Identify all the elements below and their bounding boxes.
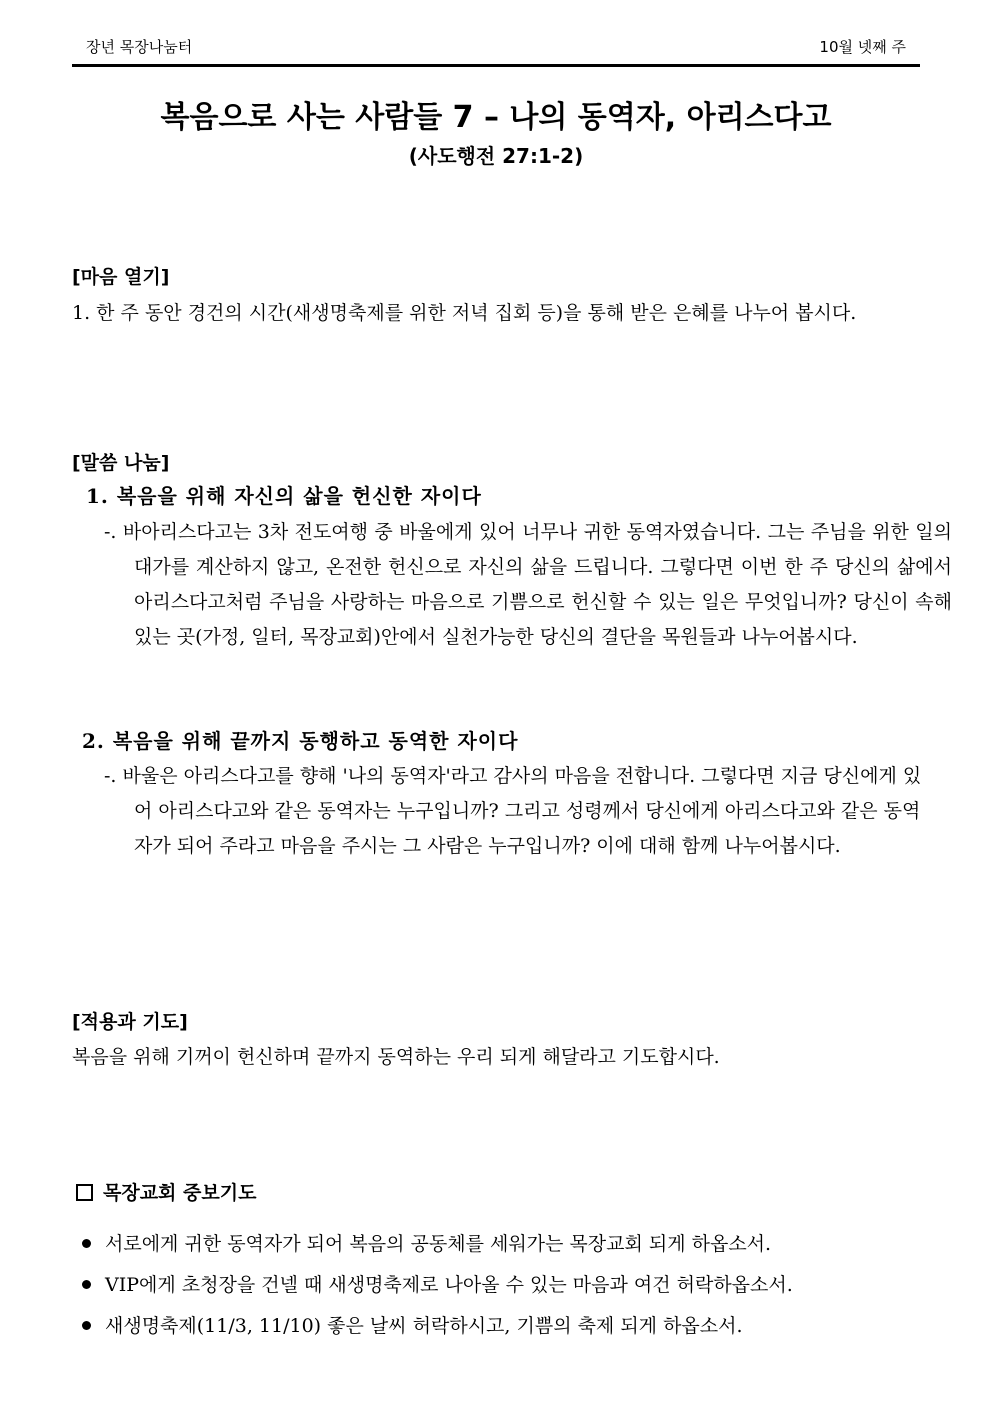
section-label-opening: [마음 열기] xyxy=(72,266,170,288)
prayer-section xyxy=(76,1178,256,1205)
header-divider xyxy=(72,64,920,67)
point-2-body: -. 바울은 아리스다고를 향해 '나의 동역자'라고 감사의 마음을 전합니다. 그렇다면 지금 당신에게 있어 아리스다고와 같은 동역자는 누구입니까? 그리고 성령께서 당신에게 아리스다고와 같은 동역자가 되어 주라고 마음을 주시는 그 사람은 누구입니까? 이에 대해 함께 나누어봅시다. xyxy=(104,765,922,857)
prayer-item-text: 서로에게 귀한 동역자가 되어 복음의 공동체를 세워가는 목장교회 되게 하옵소서. xyxy=(105,1233,772,1255)
section-label-word: [말씀 나눔] xyxy=(72,452,170,474)
page-title: 복음으로 사는 사람들 7 – 나의 동역자, 아리스다고 xyxy=(160,100,832,135)
bullet-icon xyxy=(82,1280,91,1289)
bullet-icon xyxy=(82,1239,91,1248)
point-1-heading: 1. 복음을 위해 자신의 삶을 헌신한 자이다 xyxy=(86,484,482,508)
point-1-body: -. 바아리스다고는 3차 전도여행 중 바울에게 있어 너무나 귀한 동역자였습니다. 그는 주님을 위한 일의 대가를 계산하지 않고, 온전한 헌신으로 자신의 삶을 드립니다. 그렇다면 이번 한 주 당신의 삶에서 아리스다고처럼 주님을 사랑하는 마음으로 기쁨으로 헌신할 수 있는 일은 무엇입니까? 당신이 속해 있는 곳(가정, 일터, 목장교회)안에서 실천가능한 당신의 결단을 목원들과 나누어봅시다. xyxy=(104,521,952,648)
point-2-heading: 2. 복음을 위해 끝까지 동행하고 동역한 자이다 xyxy=(82,729,519,753)
section-label-application: [적용과 기도] xyxy=(72,1011,188,1033)
prayer-item xyxy=(82,1270,793,1297)
page-subtitle: (사도행전 27:1-2) xyxy=(408,144,584,168)
prayer-item xyxy=(82,1229,771,1256)
opening-text: 1. 한 주 동안 경건의 시간(새생명축제를 위한 저녁 집회 등)을 통해 받은 은혜를 나누어 봅시다. xyxy=(72,302,857,324)
prayer-item-text: 새생명축제(11/3, 11/10) 좋은 날씨 허락하시고, 기쁨의 축제 되게 하옵소서. xyxy=(105,1315,743,1337)
header-left: 장년 목장나눔터 xyxy=(86,38,193,56)
bullet-icon xyxy=(82,1321,91,1330)
application-text: 복음을 위해 기꺼이 헌신하며 끝까지 동역하는 우리 되게 해달라고 기도합시다. xyxy=(72,1046,720,1068)
header-right: 10월 넷째 주 xyxy=(819,38,906,56)
prayer-label: 목장교회 중보기도 xyxy=(103,1182,257,1204)
prayer-item-text: VIP에게 초청장을 건넬 때 새생명축제로 나아올 수 있는 마음과 여건 허락하옵소서. xyxy=(105,1274,793,1296)
prayer-item xyxy=(82,1311,743,1338)
page-header xyxy=(72,34,920,60)
checkbox-icon xyxy=(76,1184,93,1201)
